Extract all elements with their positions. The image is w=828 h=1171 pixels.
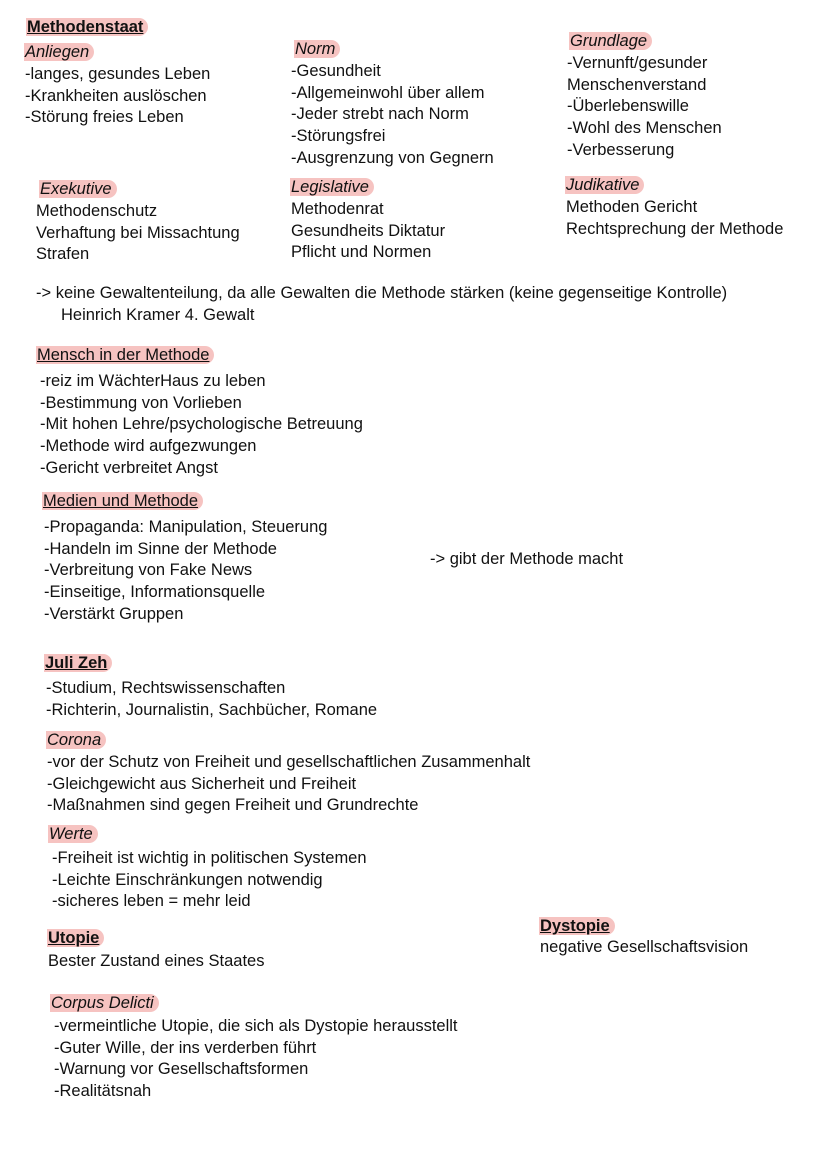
grundlage-item: -Überlebenswille: [567, 97, 689, 116]
corpus-delicti-item: -Realitätsnah: [54, 1082, 152, 1101]
utopie-section: [48, 928, 264, 973]
exekutive-item: Verhaftung bei Missachtung: [36, 223, 240, 242]
gewalten-note-line: -> keine Gewaltenteilung, da alle Gewalten die Methode stärken (keine gegenseitige Kontrolle): [36, 284, 728, 302]
legislative-item: Gesundheits Diktatur: [291, 221, 446, 240]
mensch-section: [37, 345, 363, 480]
judikative-item: Methoden Gericht: [566, 197, 698, 216]
juli-zeh-heading: Juli Zeh: [44, 654, 112, 672]
medien-note-text: -> gibt der Methode macht: [430, 550, 624, 568]
norm-item: -Ausgrenzung von Gegnern: [291, 148, 494, 167]
grundlage-section: [567, 31, 722, 162]
corpus-delicti-heading: Corpus Delicti: [50, 994, 159, 1012]
anliegen-heading: Anliegen: [24, 43, 94, 61]
medien-note: [430, 549, 623, 571]
medien-item: -Verbreitung von Fake News: [44, 561, 253, 580]
legislative-heading: Legislative: [290, 178, 374, 196]
juli-zeh-section: [45, 653, 377, 721]
mensch-item: -Bestimmung von Vorlieben: [40, 393, 242, 412]
medien-item: -Propaganda: Manipulation, Steuerung: [44, 517, 328, 536]
exekutive-item: Methodenschutz: [36, 201, 158, 220]
grundlage-heading: Grundlage: [569, 32, 652, 50]
judikative-section: [566, 175, 783, 240]
dystopie-section: [540, 916, 748, 957]
medien-item: -Handeln im Sinne der Methode: [44, 539, 277, 558]
corona-heading: Corona: [46, 731, 106, 749]
werte-item: -sicheres leben = mehr leid: [52, 892, 251, 911]
corona-section: [47, 730, 530, 817]
corpus-delicti-section: [51, 993, 458, 1103]
judikative-heading: Judikative: [565, 176, 644, 194]
medien-section: [43, 491, 327, 626]
dystopie-heading: Dystopie: [539, 917, 615, 935]
judikative-item: Rechtsprechung der Methode: [566, 219, 784, 238]
norm-heading: Norm: [294, 40, 340, 58]
legislative-item: Pflicht und Normen: [291, 243, 432, 262]
utopie-heading: Utopie: [47, 929, 104, 947]
corona-item: -vor der Schutz von Freiheit und gesellschaftlichen Zusammenhalt: [47, 752, 531, 771]
norm-item: -Allgemeinwohl über allem: [291, 83, 485, 102]
anliegen-section: [25, 42, 210, 129]
norm-item: -Jeder strebt nach Norm: [291, 105, 469, 124]
mensch-item: -Mit hohen Lehre/psychologische Betreuung: [40, 415, 363, 434]
gewalten-note-line: Heinrich Kramer 4. Gewalt: [61, 305, 255, 324]
legislative-section: [291, 177, 445, 264]
grundlage-item: Menschenverstand: [567, 75, 707, 94]
grundlage-item: -Verbesserung: [567, 140, 675, 159]
dystopie-text: negative Gesellschaftsvision: [540, 937, 749, 956]
exekutive-section: [36, 179, 240, 266]
medien-heading: Medien und Methode: [42, 492, 203, 510]
werte-section: [49, 824, 367, 913]
title-block: [27, 17, 148, 39]
exekutive-item: Strafen: [36, 245, 90, 264]
corona-item: -Maßnahmen sind gegen Freiheit und Grundrechte: [47, 796, 419, 815]
werte-heading: Werte: [48, 825, 98, 843]
corpus-delicti-item: -vermeintliche Utopie, die sich als Dystopie herausstellt: [54, 1016, 458, 1035]
medien-item: -Verstärkt Gruppen: [44, 604, 184, 623]
werte-item: -Freiheit ist wichtig in politischen Systemen: [52, 848, 367, 867]
legislative-item: Methodenrat: [291, 199, 384, 218]
anliegen-item: -Störung freies Leben: [25, 108, 184, 127]
juli-zeh-item: -Studium, Rechtswissenschaften: [46, 678, 286, 697]
mensch-item: -reiz im WächterHaus zu leben: [40, 371, 266, 390]
grundlage-item: -Wohl des Menschen: [567, 119, 722, 138]
corona-item: -Gleichgewicht aus Sicherheit und Freiheit: [47, 774, 357, 793]
grundlage-item: -Vernunft/gesunder: [567, 53, 708, 72]
norm-section: [291, 39, 494, 170]
gewalten-note: [36, 283, 727, 327]
juli-zeh-item: -Richterin, Journalistin, Sachbücher, Romane: [46, 700, 378, 719]
utopie-text: Bester Zustand eines Staates: [48, 951, 265, 970]
mensch-heading: Mensch in der Methode: [36, 346, 214, 364]
mensch-item: -Gericht verbreitet Angst: [40, 458, 218, 477]
anliegen-item: -langes, gesundes Leben: [25, 64, 211, 83]
anliegen-item: -Krankheiten auslöschen: [25, 86, 207, 105]
medien-item: -Einseitige, Informationsquelle: [44, 583, 266, 602]
norm-item: -Störungsfrei: [291, 127, 386, 146]
werte-item: -Leichte Einschränkungen notwendig: [52, 870, 323, 889]
norm-item: -Gesundheit: [291, 61, 381, 80]
corpus-delicti-item: -Warnung vor Gesellschaftsformen: [54, 1060, 309, 1079]
corpus-delicti-item: -Guter Wille, der ins verderben führt: [54, 1038, 317, 1057]
page-title: Methodenstaat: [26, 18, 148, 36]
mensch-item: -Methode wird aufgezwungen: [40, 437, 257, 456]
exekutive-heading: Exekutive: [39, 180, 117, 198]
